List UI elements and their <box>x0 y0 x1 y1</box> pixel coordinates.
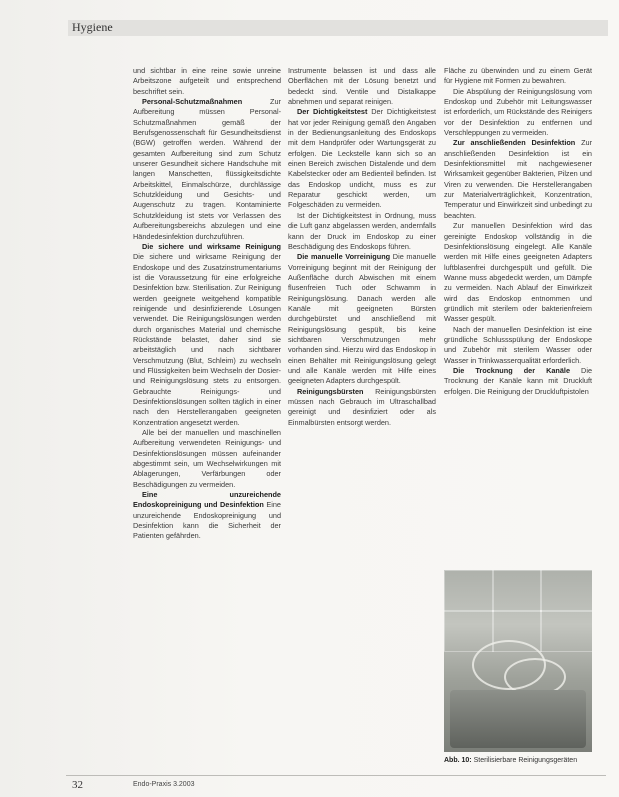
paragraph <box>288 107 436 210</box>
paragraph: Alle bei der manuellen und maschinellen Aufbereitung verwendeten Reinigungs- und Desinfektionslösungen müssen aufeinander abgestimmt sein, um Wechselwirkungen mit Ablagerungen, Verfärbungen oder Beschädigungen zu vermeiden. <box>133 428 281 489</box>
paragraph-body: Die sichere und wirksame Reinigung der Endoskope und des Zusatzinstrumentariums ist die Voraussetzung für eine erfolgreiche Desinfektion bzw. Sterilisation. Zur Reinigung werden geeignete weitgehend kompatible reinigende und desinfizierende Lösungen verwendet. Die Reinigungslösungen werden durch organisches Material und chemische Rückstände belastet, daher sind sie arbeitstäglich und nach sichtbarer Verschmutzung (Blut, Schleim) zu wechseln und Flüssigkeiten beim Wechseln der Dosier- und Reinigungslösung stets zu entsorgen. Gebrauchte Reinigungs- und Desinfektionslösungen sollten täglich in einer nach den Herstellerangaben geeigneten Konzentration angesetzt werden. <box>133 252 281 427</box>
inline-heading: Die sichere und wirksame Reinigung <box>142 241 281 251</box>
text-column-3 <box>444 66 592 566</box>
paragraph: und sichtbar in eine reine sowie unreine Arbeitszone aufgeteilt und entsprechend beschriftet sein. <box>133 66 281 96</box>
paragraph-body: Zur anschließenden Desinfektion ist ein Desinfektionsmittel mit nachgewiesener Wirksamkeit gegenüber Bakterien, Pilzen und Viren zu verwenden. Die Herstellerangaben zur Materialverträglichkeit, Konzentration, Temperatur und Einwirkzeit sind unbedingt zu beachten. <box>444 138 592 220</box>
paragraph <box>133 97 281 242</box>
paragraph-body: Reinigungsbürsten müssen nach Gebrauch im Ultraschallbad gereinigt und desinfiziert oder als Einmalbürsten entsorgt werden. <box>288 386 436 427</box>
wall-tile <box>540 570 592 612</box>
inline-heading: Personal-Schutzmaßnahmen <box>142 97 243 107</box>
paragraph-body: Der Dichtigkeitstest hat vor jeder Reinigung gemäß den Angaben in der Bedienungsanleitung des Endoskops mit dem Handprüfer oder Wartungsgerät zu erfolgen. Die Leckstelle kann sich so an einen Bereich zwischen Distalende und dem Kabelstecker oder am Bedienteil befinden. Ist das Endoskop undicht, muss es zur Reparatur geschickt werden, um Folgeschäden zu vermeiden. <box>288 107 436 210</box>
figure-caption <box>444 756 594 765</box>
paragraph: Die Abspülung der Reinigungslösung vom Endoskop und Zubehör mit Leitungswasser ist erforderlich, um Rückstände des Reinigers vor der Desinfektion zu entfernen und Verschleppungen zu vermeiden. <box>444 86 592 138</box>
paragraph: Instrumente belassen ist und dass alle Oberflächen mit der Lösung benetzt und bedeckt sind. Ventile und Distalkappe abnehmen und separat reinigen. <box>288 66 436 107</box>
paragraph <box>288 387 436 428</box>
paragraph: Fläche zu überwinden und zu einem Gerät für Hygiene mit Formen zu bewahren. <box>444 66 592 86</box>
cleaning-equipment-photo <box>444 570 592 752</box>
paragraph <box>133 242 281 428</box>
caption-text: Sterilisierbare Reinigungsgeräten <box>473 757 578 764</box>
paragraph <box>288 252 436 386</box>
paragraph-body: Zur Aufbereitung müssen Personal-Schutzmaßnahmen gemäß der Berufsgenossenschaft für Gesundheitsdienst (BGW) getroffen werden. Während der gesamten Aufbereitung sind zum Schutz unserer Gesundheit sichere Handschuhe mit langen Manschetten, flüssigkeitsdichte Arbeitskittel, Einmalschürze, durchlässige Schutzkleidung und Gesichts- und Augenschutz zu tragen. Kontaminierte Schutzkleidung ist stets vor Verlassen des Aufbereitungsbereichs abzulegen und eine Händedesinfektion durchzuführen. <box>133 97 281 241</box>
paragraph-body: Eine unzureichende Endoskopreinigung und Desinfektion kann die Sicherheit der Patienten gefährden. <box>133 500 281 541</box>
basin <box>450 690 586 748</box>
section-title: Hygiene <box>72 20 113 34</box>
paragraph: Nach der manuellen Desinfektion ist eine gründliche Schlussspülung der Endoskope und Zubehör mit sterilem Wasser oder Wasser in Trinkwasserqualität erforderlich. <box>444 324 592 365</box>
wall-tile <box>492 570 542 612</box>
paragraph-body: Die Trocknung der Kanäle kann mit Druckluft erfolgen. Die Reinigung der Druckluftpistolen <box>444 365 592 396</box>
text-column-1 <box>133 66 281 766</box>
section-header-bar <box>68 20 608 36</box>
paragraph: Zur manuellen Desinfektion wird das gereinigte Endoskop vollständig in die Desinfektionslösung eingelegt. Alle Kanäle werden mit Hilfe eines geeigneten Adapters luftblasenfrei durchgespült und gefüllt. Die Wanne muss abgedeckt werden, um Dämpfe zu vermeiden. Nach Ablauf der Einwirkzeit wird das Endoskop entnommen und gründlich mit sterilem oder bakterienfreiem Wasser gespült. <box>444 221 592 324</box>
footer-rule <box>66 775 606 776</box>
text-column-2 <box>288 66 436 766</box>
journal-name: Endo-Praxis 3.2003 <box>133 781 195 788</box>
paragraph-body: Die manuelle Vorreinigung beginnt mit der Reinigung der Außenfläche durch Abwischen mit einem flusenfreien Tuch oder Schwamm in Reinigungslösung. Danach werden alle Kanäle mit geeigneten Bürsten durchgebürstet und anschließend mit Reinigungslösung gespült, bis keine sichtbaren Verschmutzungen mehr vorhanden sind. Hierzu wird das Endoskop in einen Behälter mit Reinigungslösung gelegt und alle Kanäle werden mit Hilfe eines geeigneten Adapters durchgespült. <box>288 252 436 386</box>
inline-heading: Der Dichtigkeitstest <box>297 107 368 117</box>
inline-heading: Eine unzureichende Endoskopreinigung und Desinfektion <box>133 490 281 510</box>
paragraph <box>444 138 592 221</box>
page-number: 32 <box>72 779 83 791</box>
paragraph <box>133 490 281 542</box>
wall-tile <box>540 610 592 652</box>
inline-heading: Reinigungsbürsten <box>297 386 364 396</box>
caption-label: Abb. 10: <box>444 757 472 764</box>
wall-tile <box>444 570 494 612</box>
inline-heading: Die manuelle Vorreinigung <box>297 252 391 262</box>
paragraph: Ist der Dichtigkeitstest in Ordnung, muss die Luft ganz abgelassen werden, andernfalls kann der Druck im Endoskop zu einer Beschädigung des Endoskops führen. <box>288 210 436 251</box>
inline-heading: Zur anschließenden Desinfektion <box>453 138 576 148</box>
inline-heading: Die Trocknung der Kanäle <box>453 365 571 375</box>
paragraph <box>444 366 592 397</box>
